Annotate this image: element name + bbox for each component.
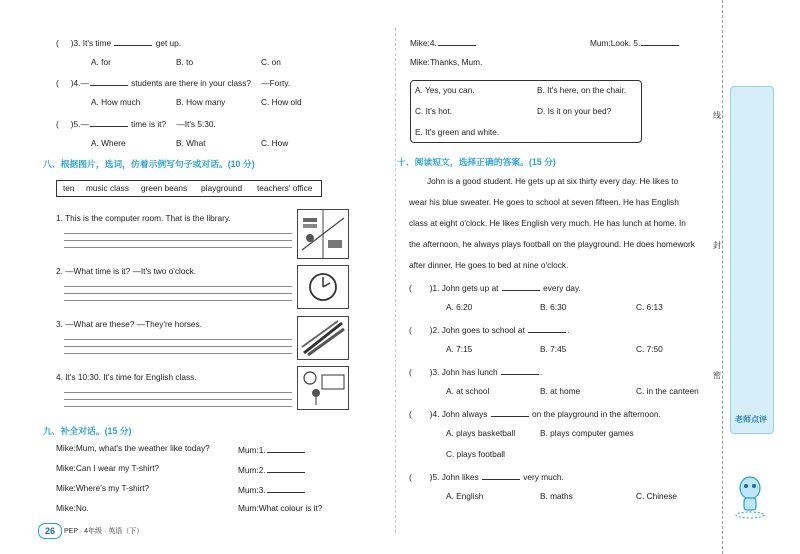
r3-option-c[interactable]: C. in the canteen bbox=[636, 386, 699, 396]
answer-blank[interactable] bbox=[114, 36, 152, 46]
r3-option-a[interactable]: A. at school bbox=[446, 386, 490, 396]
q3-option-b[interactable]: B. to bbox=[176, 57, 194, 67]
question-4: ( )4.— students are there in your class? —Forty. bbox=[56, 78, 291, 88]
s8-item-1: 1. This is the computer room. That is the library. bbox=[56, 213, 231, 223]
question-5: ( )5.— time is it? —It's 5:30. bbox=[56, 119, 216, 129]
word-green-beans: green beans bbox=[141, 183, 188, 193]
option-c: C. It's hot. bbox=[415, 106, 453, 116]
q3-option-c[interactable]: C. on bbox=[261, 57, 281, 67]
dialog-mike-thanks: Mike:Thanks, Mum. bbox=[410, 57, 483, 67]
s8-item-2: 2. —What time is it? —It's two o'clock. bbox=[56, 266, 197, 276]
section-9-title: 九、补全对话。(15 分) bbox=[43, 426, 132, 436]
binding-char-secret: 密 bbox=[713, 368, 721, 383]
word-bank bbox=[56, 180, 322, 197]
answer-blank[interactable] bbox=[267, 463, 305, 473]
passage-line-5: after dinner. He goes to bed at nine o'clock. bbox=[409, 260, 569, 270]
option-e: E. It's green and white. bbox=[415, 127, 500, 137]
word-ten: ten bbox=[63, 183, 75, 193]
answer-blank[interactable] bbox=[90, 76, 128, 86]
dialog-mike-1: Mike:Mum, what's the weather like today? bbox=[56, 443, 210, 453]
r2-option-b[interactable]: B. 7:45 bbox=[540, 344, 567, 354]
dialog-mum-4: Mum:What colour is it? bbox=[238, 503, 323, 513]
reading-q4: ( )4. John always on the playground in the afternoon. bbox=[409, 409, 661, 419]
section-10-title: 十、阅读短文，选择正确的答案。(15 分) bbox=[397, 157, 556, 167]
answer-blank[interactable] bbox=[438, 36, 476, 46]
class-picture bbox=[297, 366, 349, 410]
s8-item-4: 4. It's 10:30. It's time for English class. bbox=[56, 372, 197, 382]
answer-blank[interactable] bbox=[482, 470, 520, 480]
dialog-mike-4: Mike:No. bbox=[56, 503, 89, 513]
r4-option-b[interactable]: B. plays computer games bbox=[540, 428, 634, 438]
footer-label: PEP · 4年级 · 英语（下） bbox=[64, 528, 144, 535]
page-divider bbox=[395, 28, 396, 533]
answer-blank[interactable] bbox=[267, 483, 305, 493]
s8-item-3: 3. —What are these? —They're horses. bbox=[56, 319, 202, 329]
q4-option-c[interactable]: C. How old bbox=[261, 97, 302, 107]
word-music-class: music class bbox=[86, 183, 129, 193]
dialog-mum-5-line: Mum:Look. 5. bbox=[590, 36, 680, 49]
binding-char-line: 线 bbox=[713, 108, 721, 123]
q4-option-b[interactable]: B. How many bbox=[176, 97, 226, 107]
dialog-mum-3: Mum:3. bbox=[238, 483, 306, 496]
answer-blank[interactable] bbox=[641, 36, 679, 46]
beans-picture bbox=[297, 316, 349, 360]
option-d: D. Is it on your bed? bbox=[537, 106, 612, 116]
r5-option-c[interactable]: C. Chinese bbox=[636, 491, 678, 501]
r5-option-b[interactable]: B. maths bbox=[540, 491, 573, 501]
dialog-mum-2: Mum:2. bbox=[238, 463, 306, 476]
r1-option-a[interactable]: A. 6:20 bbox=[446, 302, 473, 312]
page-number: 26 bbox=[38, 523, 62, 539]
dialog-mike-3: Mike:Where's my T-shirt? bbox=[56, 483, 150, 493]
answer-blank[interactable] bbox=[528, 323, 566, 333]
q5-option-a[interactable]: A. Where bbox=[91, 138, 126, 148]
r4-option-c[interactable]: C. plays football bbox=[446, 449, 506, 459]
dialog-mum-1: Mum:1. bbox=[238, 443, 306, 456]
r1-option-b[interactable]: B. 6:30 bbox=[540, 302, 567, 312]
answer-blank[interactable] bbox=[501, 365, 539, 375]
word-teachers-office: teachers' office bbox=[257, 183, 313, 193]
passage-line-4: the afternoon, he always plays football on the playground. He does homework bbox=[409, 239, 695, 249]
option-b: B. It's here, on the chair. bbox=[537, 85, 627, 95]
r3-option-b[interactable]: B. at home bbox=[540, 386, 581, 396]
clock-picture bbox=[297, 265, 349, 309]
q5-option-b[interactable]: B. What bbox=[176, 138, 206, 148]
reading-q1: ( )1. John gets up at every day. bbox=[409, 283, 581, 293]
r2-option-c[interactable]: C. 7:50 bbox=[636, 344, 663, 354]
mascot-icon bbox=[733, 470, 767, 525]
teacher-comment-label: 老师点评 bbox=[735, 415, 767, 424]
passage-line-2: wear his blue sweater. He goes to school at seven fifteen. He has English bbox=[409, 197, 679, 207]
r1-option-c[interactable]: C. 6:13 bbox=[636, 302, 663, 312]
option-a: A. Yes, you can. bbox=[415, 85, 475, 95]
reading-q5: ( )5. John likes very much. bbox=[409, 472, 564, 482]
dialog-mike-2: Mike:Can I wear my T-shirt? bbox=[56, 463, 160, 473]
question-3: ( )3. It's time get up. bbox=[56, 38, 182, 48]
teacher-comment-panel bbox=[730, 86, 774, 434]
passage-line-3: class at eight o'clock. He likes English very much. He has lunch at home. In bbox=[409, 218, 686, 228]
word-playground: playground bbox=[201, 183, 243, 193]
r2-option-a[interactable]: A. 7:15 bbox=[446, 344, 473, 354]
dialog-mike-4-line: Mike:4. bbox=[410, 36, 477, 49]
r4-option-a[interactable]: A. plays basketball bbox=[446, 428, 516, 438]
q3-option-a[interactable]: A. for bbox=[91, 57, 111, 67]
r5-option-a[interactable]: A. English bbox=[446, 491, 484, 501]
reading-q3: ( )3. John has lunch . bbox=[409, 367, 543, 377]
q5-option-c[interactable]: C. How bbox=[261, 138, 289, 148]
library-picture bbox=[297, 209, 349, 259]
section-8-title: 八、根据图片，选词，仿着示例写句子或对话。(10 分) bbox=[43, 159, 255, 169]
binding-line bbox=[722, 0, 723, 554]
q4-option-a[interactable]: A. How much bbox=[91, 97, 141, 107]
answer-blank[interactable] bbox=[502, 281, 540, 291]
passage-line-1: John is a good student. He gets up at six thirty every day. He likes to bbox=[427, 176, 679, 186]
answer-blank[interactable] bbox=[491, 407, 529, 417]
answer-blank[interactable] bbox=[267, 443, 305, 453]
reading-q2: ( )2. John goes to school at . bbox=[409, 325, 570, 335]
answer-blank[interactable] bbox=[90, 117, 128, 127]
binding-char-seal: 封 bbox=[713, 238, 721, 253]
